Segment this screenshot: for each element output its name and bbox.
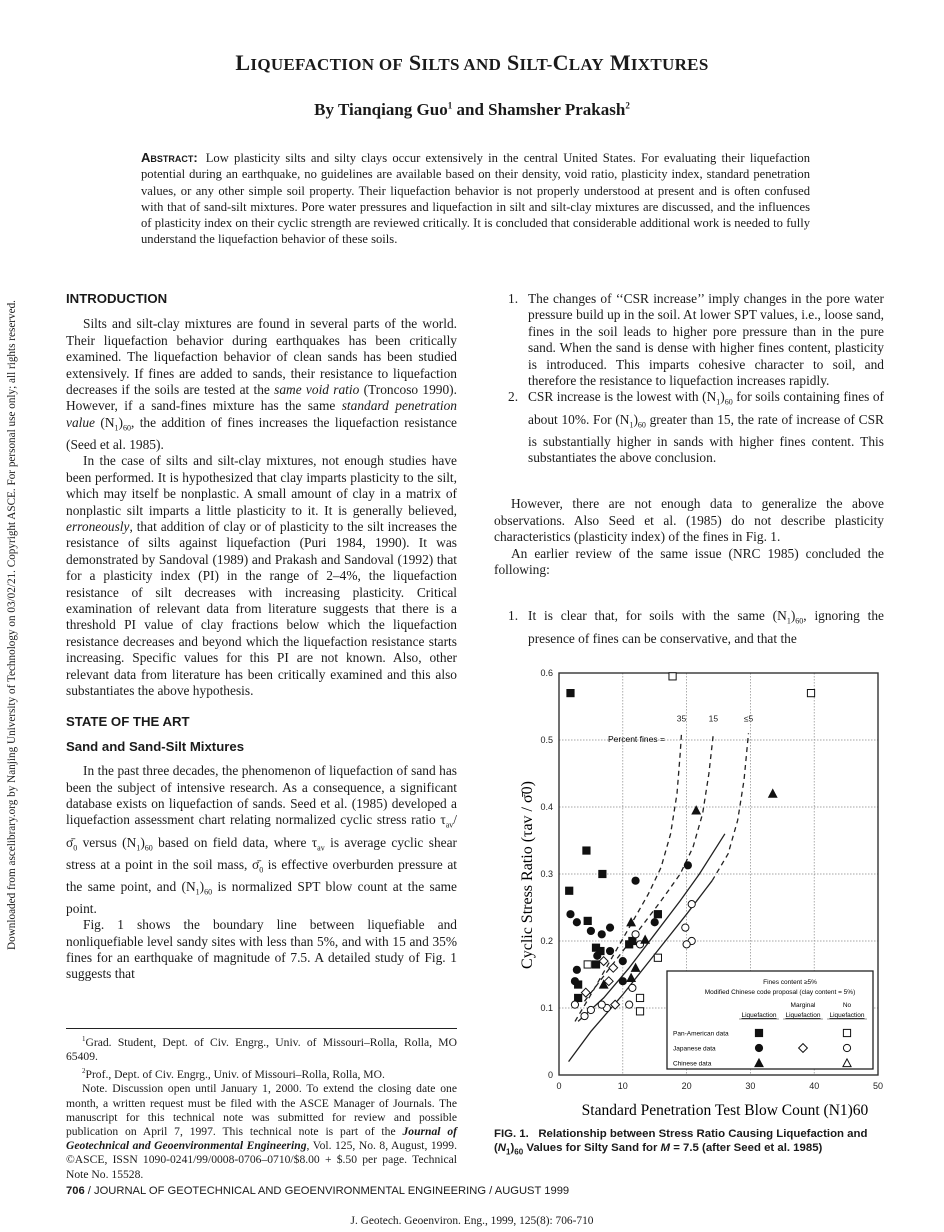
svg-text:0.3: 0.3 [540,869,553,879]
footnote-2: $^2$Prof., Dept. of Civ. Engrg., Univ. of Missouri–Rolla, Rolla, MO. [82,1067,385,1082]
svg-text:Chinese data: Chinese data [673,1060,712,1068]
page-number: 706 [66,1185,85,1197]
svg-text:0: 0 [556,1081,562,1091]
svg-text:Fines content ≥5%: Fines content ≥5% [763,979,817,986]
soa-paragraph-2: Fig. 1 shows the boundary line between liquefiable and nonliquefiable level sandy sites with less than 5%, and with 15 and 35% fines for an earthquake of magnitude of 7.5. A detailed study of Fig. 1 suggests that [66,917,457,982]
svg-text:40: 40 [809,1081,820,1091]
svg-text:Liquefaction: Liquefaction [741,1012,777,1019]
abstract-label: Abstract: [141,150,198,165]
svg-text:15: 15 [708,713,719,724]
svg-text:0.1: 0.1 [540,1003,553,1013]
chart-legend [667,971,873,1069]
svg-text:0.5: 0.5 [540,735,553,745]
svg-text:Liquefaction: Liquefaction [785,1012,821,1019]
right-paragraph-1: However, there are not enough data to generalize the above observations. Also Seed et al. (1985) do not describe plasticity characteristics (plasticity index) of the fines in Fig. 1. [494,496,884,545]
intro-paragraph-1: Silts and silt-clay mixtures are found in several parts of the world. Their liquefaction behavior during earthquakes has been critically examined. The liquefaction behavior of clean sands has been studied extensively. If fines are added to sands, their resistance to liquefaction decreases if the soils are tested at the same void ratio (Troncoso 1990). However, if a sand-fines mixture has the same standard penetration value $(N_1)_{60}$, the addition of fines increases the liquefaction resistance (Seed et al. 1985). [66,316,457,452]
paper-title: LIQUEFACTION OF SILTS AND SILT-CLAY MIXTURES [235,50,709,75]
section-heading-introduction: INTRODUCTION [66,291,168,306]
svg-text:50: 50 [872,1081,884,1091]
svg-text:≤5: ≤5 [743,713,754,724]
svg-text:20: 20 [681,1081,692,1091]
curve-label-prefix: Percent fines = [608,734,665,744]
citation-line: J. Geotech. Geoenviron. Eng., 1999, 125(8): 706-710 [350,1215,594,1227]
svg-text:Liquefaction: Liquefaction [829,1012,865,1019]
y-axis-label: Cyclic Stress Ratio (τav / σ̄0) [519,781,536,969]
data-points [566,673,815,1020]
list-item: 1. The changes of ‘‘CSR increase’’ imply changes in the pore water pressure build up in the soil. At lower SPT values, i.e., loose sand, fines in the soil leads to higher pore pressure than in the pure sand. When the sand is dense with higher fines content, plasticity is introduced. This imparts cohesive character to soil, and therefore the resistance to liquefaction increases rapidly. [508,291,884,389]
right-column [494,291,884,647]
svg-text:35: 35 [676,713,687,724]
author-name: Shamsher Prakash [488,100,626,119]
running-footer: 706 / JOURNAL OF GEOTECHNICAL AND GEOENVIRONMENTAL ENGINEERING / AUGUST 1999 [66,1185,570,1197]
svg-text:No: No [842,1002,852,1009]
left-column [66,291,457,983]
figure-caption: FIG. 1. Relationship between Stress Ratio Causing Liquefaction and $(N_1)_{60}$ Values for Silty Sand for M = 7.5 (after Seed et al. 1985) [494,1128,868,1156]
footnotes [66,1032,457,1182]
svg-text:0.4: 0.4 [540,802,553,812]
svg-text:30: 30 [745,1081,756,1091]
nrc-list [494,608,884,646]
section-heading-state-of-art: STATE OF THE ART [66,714,190,730]
svg-text:Marginal: Marginal [790,1002,816,1009]
svg-text:Japanese data: Japanese data [673,1045,716,1053]
right-paragraph-2: An earlier review of the same issue (NRC 1985) concluded the following: [494,545,884,578]
footnote-1: $^1$Grad. Student, Dept. of Civ. Engrg., Univ. of Missouri–Rolla, Rolla, MO 65409. [66,1035,457,1064]
svg-text:10: 10 [617,1081,628,1091]
abstract-text: Low plasticity silts and silty clays occur extensively in the central United States. For evaluating their liquefaction potential during an earthquake, no guidelines are available based on their density, void ratio, plasticity index, standard penetration values, or any other simple soil property. Their liquefaction behavior is not properly understood at present and is often confused with that of sand-silt mixtures. Pore water pressures and liquefaction in silt and silt-clay mixtures are discussed, and the influences of plasticity index on their cyclic strength are reviewed critically. It is concluded that considerable additional work is needed to fully understand the liquefaction behavior of these soils. [141,151,810,247]
intro-paragraph-2: In the case of silts and silt-clay mixtures, not enough studies have been performed. It is hypothesized that clay imparts plasticity to the silt, which may itself be nonplastic. A small amount of clay in a matrix of nonplastic silt imparts a little plasticity to it. It is generally believed, erroneously, that addition of clay or of plasticity to the silt increases the resistance of silts against liquefaction (Puri 1984, 1990). It was demonstrated by Sandoval (1989) and Prakash and Sandoval (1992) that for a plasticity index (PI) in the range of 2–4%, the liquefaction resistance of silt decreases with increasing plasticity. Critical examination of relevant data from literature suggests that there is a threshold PI value of clay fractions below which the liquefaction resistance decreases and beyond which the liquefaction resistance starts increasing. Specific values for this PI are not known. Also, other relevant data from literature has been critically examined and this also substantiates the above hypothesis. [66,453,457,699]
svg-text:Pan-American data: Pan-American data [673,1030,729,1038]
list-item: 1. It is clear that, for soils with the same $(N_1)_{60}$, ignoring the presence of fines can be conservative, and that the [508,608,884,646]
list-item: 2. CSR increase is the lowest with $(N_1)_{60}$ for soils containing fines of about 10%. For $(N_1)_{60}$ greater than 15, the rate of increase of CSR is substantially higher in sands with higher fines content. This substantiates the above conclusion. [508,389,884,465]
svg-text:0: 0 [547,1070,553,1080]
download-notice: Downloaded from ascelibrary.org by Nanjing University of Technology on 03/02/21. Copyright ASCE. For personal use only; all rights reserved. [6,300,18,950]
x-axis-label: Standard Penetration Test Blow Count (N1)60 [581,1102,869,1119]
observation-list [494,291,884,466]
subsection-heading: Sand and Sand-Silt Mixtures [66,738,245,754]
soa-paragraph-1: In the past three decades, the phenomenon of liquefaction of sand has been the subject of intensive research. As a consequence, a significant database exists on liquefaction of sands. Seed et al. (1985) developed a liquefaction assessment chart relating normalized cyclic stress ratio $\tau_{av}/\sigmā_0$ versus $(N_1)_{60}$ based on field data, where $\tau_{av}$ is average cyclic shear stress at a point in the soil mass, $\sigmā_0$ is effective overburden pressure at the same point, and $(N_1)_{60}$ is normalized SPT blow count at the same point. [66,763,458,916]
svg-text:0.2: 0.2 [540,936,553,946]
author-line: By Tianqiang Guo$^1$ and Shamsher Prakash$^2$ [314,100,630,119]
submission-note: Note. Discussion open until January 1, 2000. To extend the closing date one month, a written request must be filed with the ASCE Manager of Journals. The manuscript for this technical note was submitted for review and possible publication on April 7, 1997. This technical note is part of the Journal of Geotechnical and Geoenvironmental Engineering, Vol. 125, No. 8, August, 1999. ©ASCE, ISSN 1090-0241/99/0008-0706–0710/$8.00 + $.50 per page. Technical Note No. 15528. [66,1082,458,1181]
author-name: Tianqiang Guo [337,100,448,119]
abstract [141,150,810,248]
svg-text:0.6: 0.6 [540,668,553,678]
svg-text:Modified Chinese code proposal: Modified Chinese code proposal (clay content = 5%) [704,989,856,996]
footnote-rule [66,1028,457,1029]
figure-1-chart [490,660,890,1130]
